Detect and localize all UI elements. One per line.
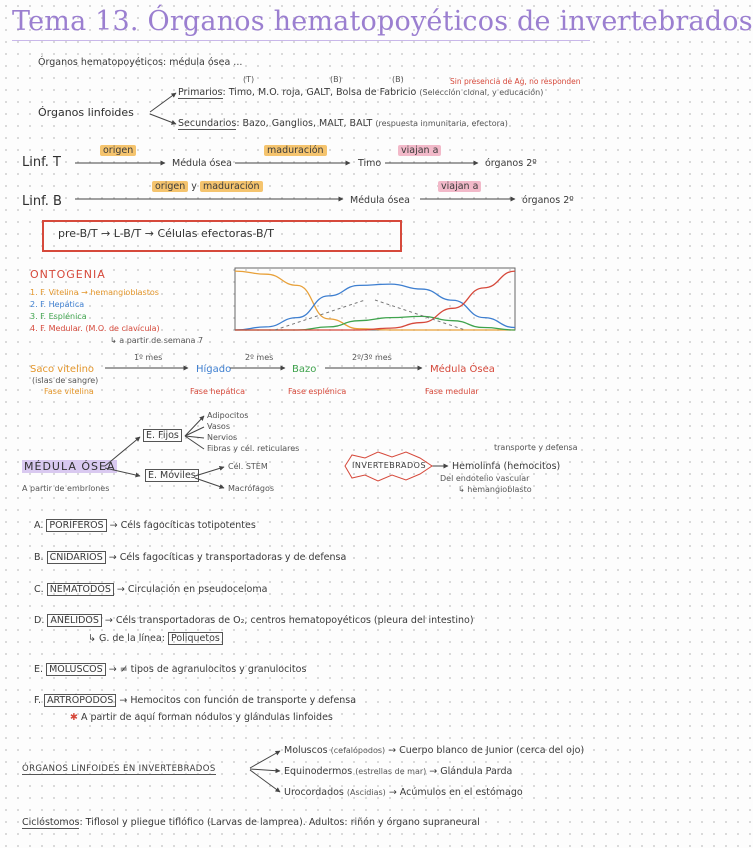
- medula-sub: A partir de embriones: [22, 484, 110, 493]
- linf-t-organos: órganos 2º: [485, 158, 537, 169]
- ontogenia-label: ONTOGENIA: [30, 268, 106, 281]
- fase-medular: Fase medular: [425, 387, 479, 396]
- fijos-item-1: Adipocitos: [207, 411, 249, 420]
- saco-m2: 2º mes: [245, 353, 274, 362]
- saco-bazo: Bazo: [292, 364, 317, 375]
- linf-t-viajan: viajan a: [398, 145, 441, 156]
- transporte-defensa: transporte y defensa: [494, 443, 578, 452]
- saco-label: Saco vitelino: [30, 364, 95, 375]
- fijos-item-3: Nervios: [207, 433, 238, 442]
- hemolinfa: Hemolinfa (hemocitos): [452, 461, 561, 472]
- organos-linfoides-label: Órganos linfoides: [38, 106, 134, 119]
- e-fijos: E. Fijos: [143, 430, 182, 441]
- linf-t-medula: Médula ósea: [172, 158, 233, 169]
- linf-b-organos: órganos 2º: [522, 195, 574, 206]
- invertebrados-label: INVERTEBRADOS: [352, 461, 427, 470]
- linf-t-origen: origen: [100, 145, 136, 156]
- group-b: B. CNIDARIOS → Céls fagocíticas y transportadoras y de defensa: [34, 552, 347, 563]
- linf-t-timo: Timo: [358, 158, 382, 169]
- fase-hepatica: Fase hepática: [190, 387, 246, 396]
- ontogenia-item-2: 2. F. Hepática: [30, 300, 85, 309]
- linf-b-medula: Médula ósea: [350, 195, 411, 206]
- moviles-item-2: Macrófagos: [228, 484, 275, 493]
- fase-vitelina: Fase vitelina: [44, 387, 94, 396]
- sup-b1: (B): [330, 75, 342, 84]
- linfoides-inv-label: ÓRGANOS LINFOIDES EN INVERTEBRADOS: [22, 764, 216, 774]
- saco-m3: 2º/3º mes: [352, 353, 392, 362]
- sup-b2: (B): [392, 75, 404, 84]
- secundarios-label: Secundarios: [178, 118, 237, 129]
- maturation-line: pre-B/T → L-B/T → Células efectoras-B/T: [58, 227, 275, 240]
- ciclostomos-line: Ciclóstomos: Tiflosol y pliegue tiflófico (Larvas de lamprea). Adultos: riñón y órgano supraneural: [22, 817, 480, 828]
- group-c: C. NEMATODOS → Circulación en pseudoceloma: [34, 584, 268, 595]
- linf-b-origen-line: origen y maduración: [152, 181, 263, 192]
- intro-text: Órganos hematopoyéticos: médula ósea ...: [38, 57, 243, 68]
- star-icon: ✱: [70, 712, 78, 723]
- fijos-item-4: Fibras y cél. reticulares: [207, 444, 300, 453]
- saco-sub: (islas de sangre): [32, 376, 99, 385]
- linfoides-row-2: Equinodermos (estrellas de mar) → Glándula Parda: [284, 766, 513, 777]
- hemangioblasto: ↳ hemangioblasto: [458, 485, 532, 494]
- endotelio: Del endotelio vascular: [440, 474, 530, 483]
- ontogenia-item-1: 1. F. Vitelina → hemangioblastos: [30, 288, 159, 297]
- e-moviles: E. Móviles: [145, 470, 199, 481]
- anelidos-sub: ↳ G. de la línea: Poliquetos: [88, 633, 223, 644]
- page-title: Tema 13. Órganos hematopoyéticos de invertebrados: [12, 6, 753, 37]
- saco-higado: Hígado: [196, 364, 232, 375]
- group-d: D. ANÉLIDOS → Céls transportadoras de O₂, centros hematopoyéticos (pleura del intestino): [34, 615, 474, 626]
- saco-m1: 1º mes: [134, 353, 163, 362]
- primarios-text: : Timo, M.O. roja, GALT, Bolsa de Fabricio: [222, 87, 417, 98]
- moviles-item-1: Cél. STEM: [228, 462, 268, 471]
- linfoides-row-1: Moluscos (cefalópodos) → Cuerpo blanco de Junior (cerca del ojo): [284, 745, 585, 756]
- red-note: Sin presencia de Ag, no responden: [450, 77, 581, 86]
- linf-t-label: Linf. T: [22, 155, 61, 170]
- fase-esplenica: Fase esplénica: [288, 387, 347, 396]
- secundarios-text: : Bazo, Ganglios, MALT, BALT: [236, 118, 373, 129]
- group-f: F. ARTRÓPODOS → Hemocitos con función de transporte y defensa: [34, 695, 357, 706]
- ontogenia-note: ↳ a partir de semana 7: [110, 336, 204, 345]
- star-note: ✱ A partir de aquí forman nódulos y glándulas linfoides: [70, 712, 333, 723]
- fijos-item-2: Vasos: [207, 422, 230, 431]
- ontogenia-item-4: 4. F. Medular. (M.O. de clavícula): [30, 324, 160, 333]
- linf-b-label: Linf. B: [22, 194, 62, 209]
- group-a: A. PORÍFEROS → Céls fagocíticas totipotentes: [34, 520, 256, 531]
- medula-label: MÉDULA ÓSEA: [24, 460, 116, 473]
- linf-t-maduracion: maduración: [264, 145, 327, 156]
- group-e: E. MOLUSCOS → ≠ tipos de agranulocitos y granulocitos: [34, 664, 307, 675]
- primarios-note: (Selección clonal, y educación): [419, 88, 544, 97]
- secundarios-note: (respuesta inmunitaria, efectora): [375, 119, 508, 128]
- ontogenia-item-3: 3. F. Esplénica: [30, 312, 87, 321]
- sup-t: (T): [243, 75, 255, 84]
- linfoides-row-3: Urocordados (Ascidias) → Acúmulos en el estómago: [284, 787, 523, 798]
- linf-b-viajan: viajan a: [438, 181, 481, 192]
- saco-medula: Médula Ósea: [430, 364, 495, 375]
- primarios-label: Primarios: [178, 87, 223, 98]
